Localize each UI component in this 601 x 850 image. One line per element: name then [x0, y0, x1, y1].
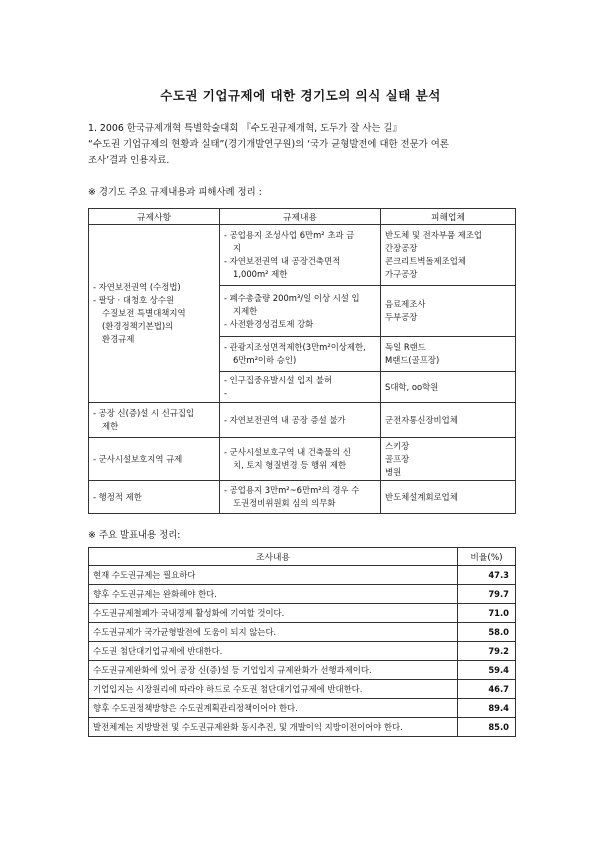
- content-cell: [220, 481, 381, 514]
- category-line: - 공장 신(증)설 시 신규집입: [93, 408, 195, 418]
- survey-ratio-cell: 85.0: [458, 718, 516, 737]
- victim-line: 반도체 및 전자부품 제조업: [385, 230, 482, 240]
- table-row: [89, 718, 516, 737]
- intro-line-2: “수도권 기업규제의 현황과 실태”(경기개발연구원)의 ‘국가 균형발전에 대한 전문가 여론: [88, 139, 449, 150]
- category-line: 환경규제: [102, 334, 135, 344]
- victim-cell: [381, 438, 516, 481]
- survey-ratio-cell: 79.7: [458, 585, 516, 604]
- intro-line-3: 조사’결과 인용자료.: [88, 155, 170, 166]
- victim-line: 두부공장: [385, 312, 418, 322]
- table-row: [89, 661, 516, 680]
- victim-cell: [381, 286, 516, 337]
- header-cell: 규제내용: [220, 209, 381, 225]
- content-line: 지제한: [233, 305, 258, 316]
- category-line: 제한: [102, 421, 119, 431]
- survey-table-header: [89, 548, 516, 566]
- survey-content-cell: 수도권규제철폐가 국내경제 활성화에 기여할 것이다.: [89, 604, 458, 623]
- survey-content-cell: 수도권규제완화에 있어 공장 신(증)설 등 기업입지 규제완화가 선행과제이다.: [89, 661, 458, 680]
- victim-cell: [381, 225, 516, 286]
- table-row: [89, 604, 516, 623]
- victim-line: 음료제조사: [385, 299, 426, 309]
- content-line: - 인구집중유발시설 입지 불허: [224, 375, 333, 385]
- victim-cell: [381, 372, 516, 403]
- content-cell: [220, 225, 381, 286]
- category-line: - 군사시설보호지역 규제: [93, 453, 183, 464]
- content-line: 지: [233, 243, 242, 253]
- category-line: - 자연보전권역 (수정법): [93, 282, 181, 292]
- content-cell: [220, 438, 381, 481]
- header-cell: 조사내용: [89, 548, 458, 566]
- survey-ratio-cell: 58.0: [458, 623, 516, 642]
- table-row: [89, 225, 516, 286]
- victim-cell: [381, 481, 516, 514]
- survey-ratio-cell: 89.4: [458, 699, 516, 718]
- victim-cell: [381, 403, 516, 438]
- survey-ratio-cell: 46.7: [458, 680, 516, 699]
- content-cell: [220, 286, 381, 337]
- victim-line: 병원: [385, 466, 402, 477]
- header-cell: 피해업체: [381, 209, 516, 225]
- content-line: - 군사시설보호구역 내 건축물의 신: [224, 447, 351, 457]
- category-line: (환경정책기본법)의: [102, 321, 174, 331]
- table-row: [89, 585, 516, 604]
- survey-content-cell: 수도권 첨단대기업규제에 반대한다.: [89, 642, 458, 661]
- victim-line: 가구공장: [385, 269, 418, 279]
- table-row: [89, 642, 516, 661]
- content-cell: [220, 337, 381, 372]
- header-cell: 비율(%): [458, 548, 516, 566]
- victim-line: 독일 R랜드: [385, 342, 426, 352]
- victim-cell: [381, 337, 516, 372]
- content-line: 6만m²이하 승인): [233, 355, 297, 365]
- table-row: [89, 403, 516, 438]
- category-cell: [89, 225, 220, 403]
- content-line: -: [224, 388, 228, 398]
- content-line: - 공업용지 3만m²~6만m²의 경우 수: [224, 485, 360, 495]
- regulation-table: [88, 208, 516, 514]
- survey-content-cell: 수도권규제가 국가균형발전에 도움이 되지 않는다.: [89, 623, 458, 642]
- content-line: - 자연보전권역 내 공장 증설 불가: [224, 414, 346, 425]
- table-row: [89, 699, 516, 718]
- category-cell: [89, 481, 220, 514]
- category-cell: [89, 438, 220, 481]
- category-line: - 행정적 제한: [93, 491, 142, 502]
- victim-line: S대학, oo학원: [385, 381, 439, 392]
- survey-ratio-cell: 47.3: [458, 566, 516, 585]
- victim-line: 간장공장: [385, 243, 418, 253]
- victim-line: 반도체설계회로업체: [385, 491, 458, 502]
- survey-content-cell: 발전체계는 지방발전 및 수도권규제완화 동시추진, 및 개발이익 지방이전이어야 한다.: [89, 718, 458, 737]
- table-row: [89, 623, 516, 642]
- regulation-table-header: [89, 209, 516, 225]
- category-cell: [89, 403, 220, 438]
- content-line: - 폐수총출량 200m³/일 이상 시설 입: [224, 292, 360, 303]
- table-row: [89, 566, 516, 585]
- content-line: 도권정비위원회 심의 의무화: [233, 498, 336, 508]
- survey-content-cell: 향후 수도권규제는 완화해야 한다.: [89, 585, 458, 604]
- victim-line: M랜드(골프장): [385, 355, 440, 365]
- content-line: 1,000m² 제한: [233, 269, 288, 279]
- survey-ratio-cell: 71.0: [458, 604, 516, 623]
- header-cell: 규제사항: [89, 209, 220, 225]
- section-title-survey: ※ 주요 발표내용 정리:: [88, 530, 181, 541]
- victim-line: 스키장: [385, 440, 410, 451]
- content-line: - 자연보전권역 내 공장건축면적: [224, 256, 341, 266]
- victim-line: 골프장: [385, 453, 410, 464]
- content-line: 치, 토지 형질변경 등 행위 제한: [233, 460, 347, 470]
- section-title-regulations: ※ 경기도 주요 규제내용과 피해사례 정리 :: [88, 187, 262, 198]
- content-line: - 사전환경성검토제 강화: [224, 318, 314, 329]
- content-line: - 관광지조성면적제한(3만m²이상제한,: [224, 342, 366, 352]
- survey-content-cell: 기업입지는 시장원리에 따라야 하드로 수도권 첨단대기업규제에 반대한다.: [89, 680, 458, 699]
- survey-table: [88, 547, 516, 737]
- content-line: - 공업용지 조성사업 6만m² 초과 금: [224, 230, 355, 240]
- survey-ratio-cell: 79.2: [458, 642, 516, 661]
- content-cell: [220, 372, 381, 403]
- table-row: [89, 680, 516, 699]
- category-line: - 팔당 · 대청호 상수원: [93, 295, 175, 305]
- document-title: 수도권 기업규제에 대한 경기도의 의식 실태 분석: [160, 88, 441, 103]
- content-cell: [220, 403, 381, 438]
- table-row: [89, 481, 516, 514]
- survey-content-cell: 향후 수도권정책방향은 수도권계획관리정책이어야 한다.: [89, 699, 458, 718]
- category-line: 수질보전 특별대책지역: [102, 308, 186, 318]
- victim-line: 콘크리트벽돌제조업체: [385, 256, 466, 266]
- survey-ratio-cell: 59.4: [458, 661, 516, 680]
- survey-content-cell: 현재 수도권규제는 필요하다: [89, 566, 458, 585]
- intro-line-1: 1. 2006 한국규제개혁 특별학술대회 『수도권규제개혁, 도두가 잘 사는 길』: [88, 123, 402, 134]
- table-row: [89, 438, 516, 481]
- victim-line: 군전자통신장비업체: [385, 414, 458, 425]
